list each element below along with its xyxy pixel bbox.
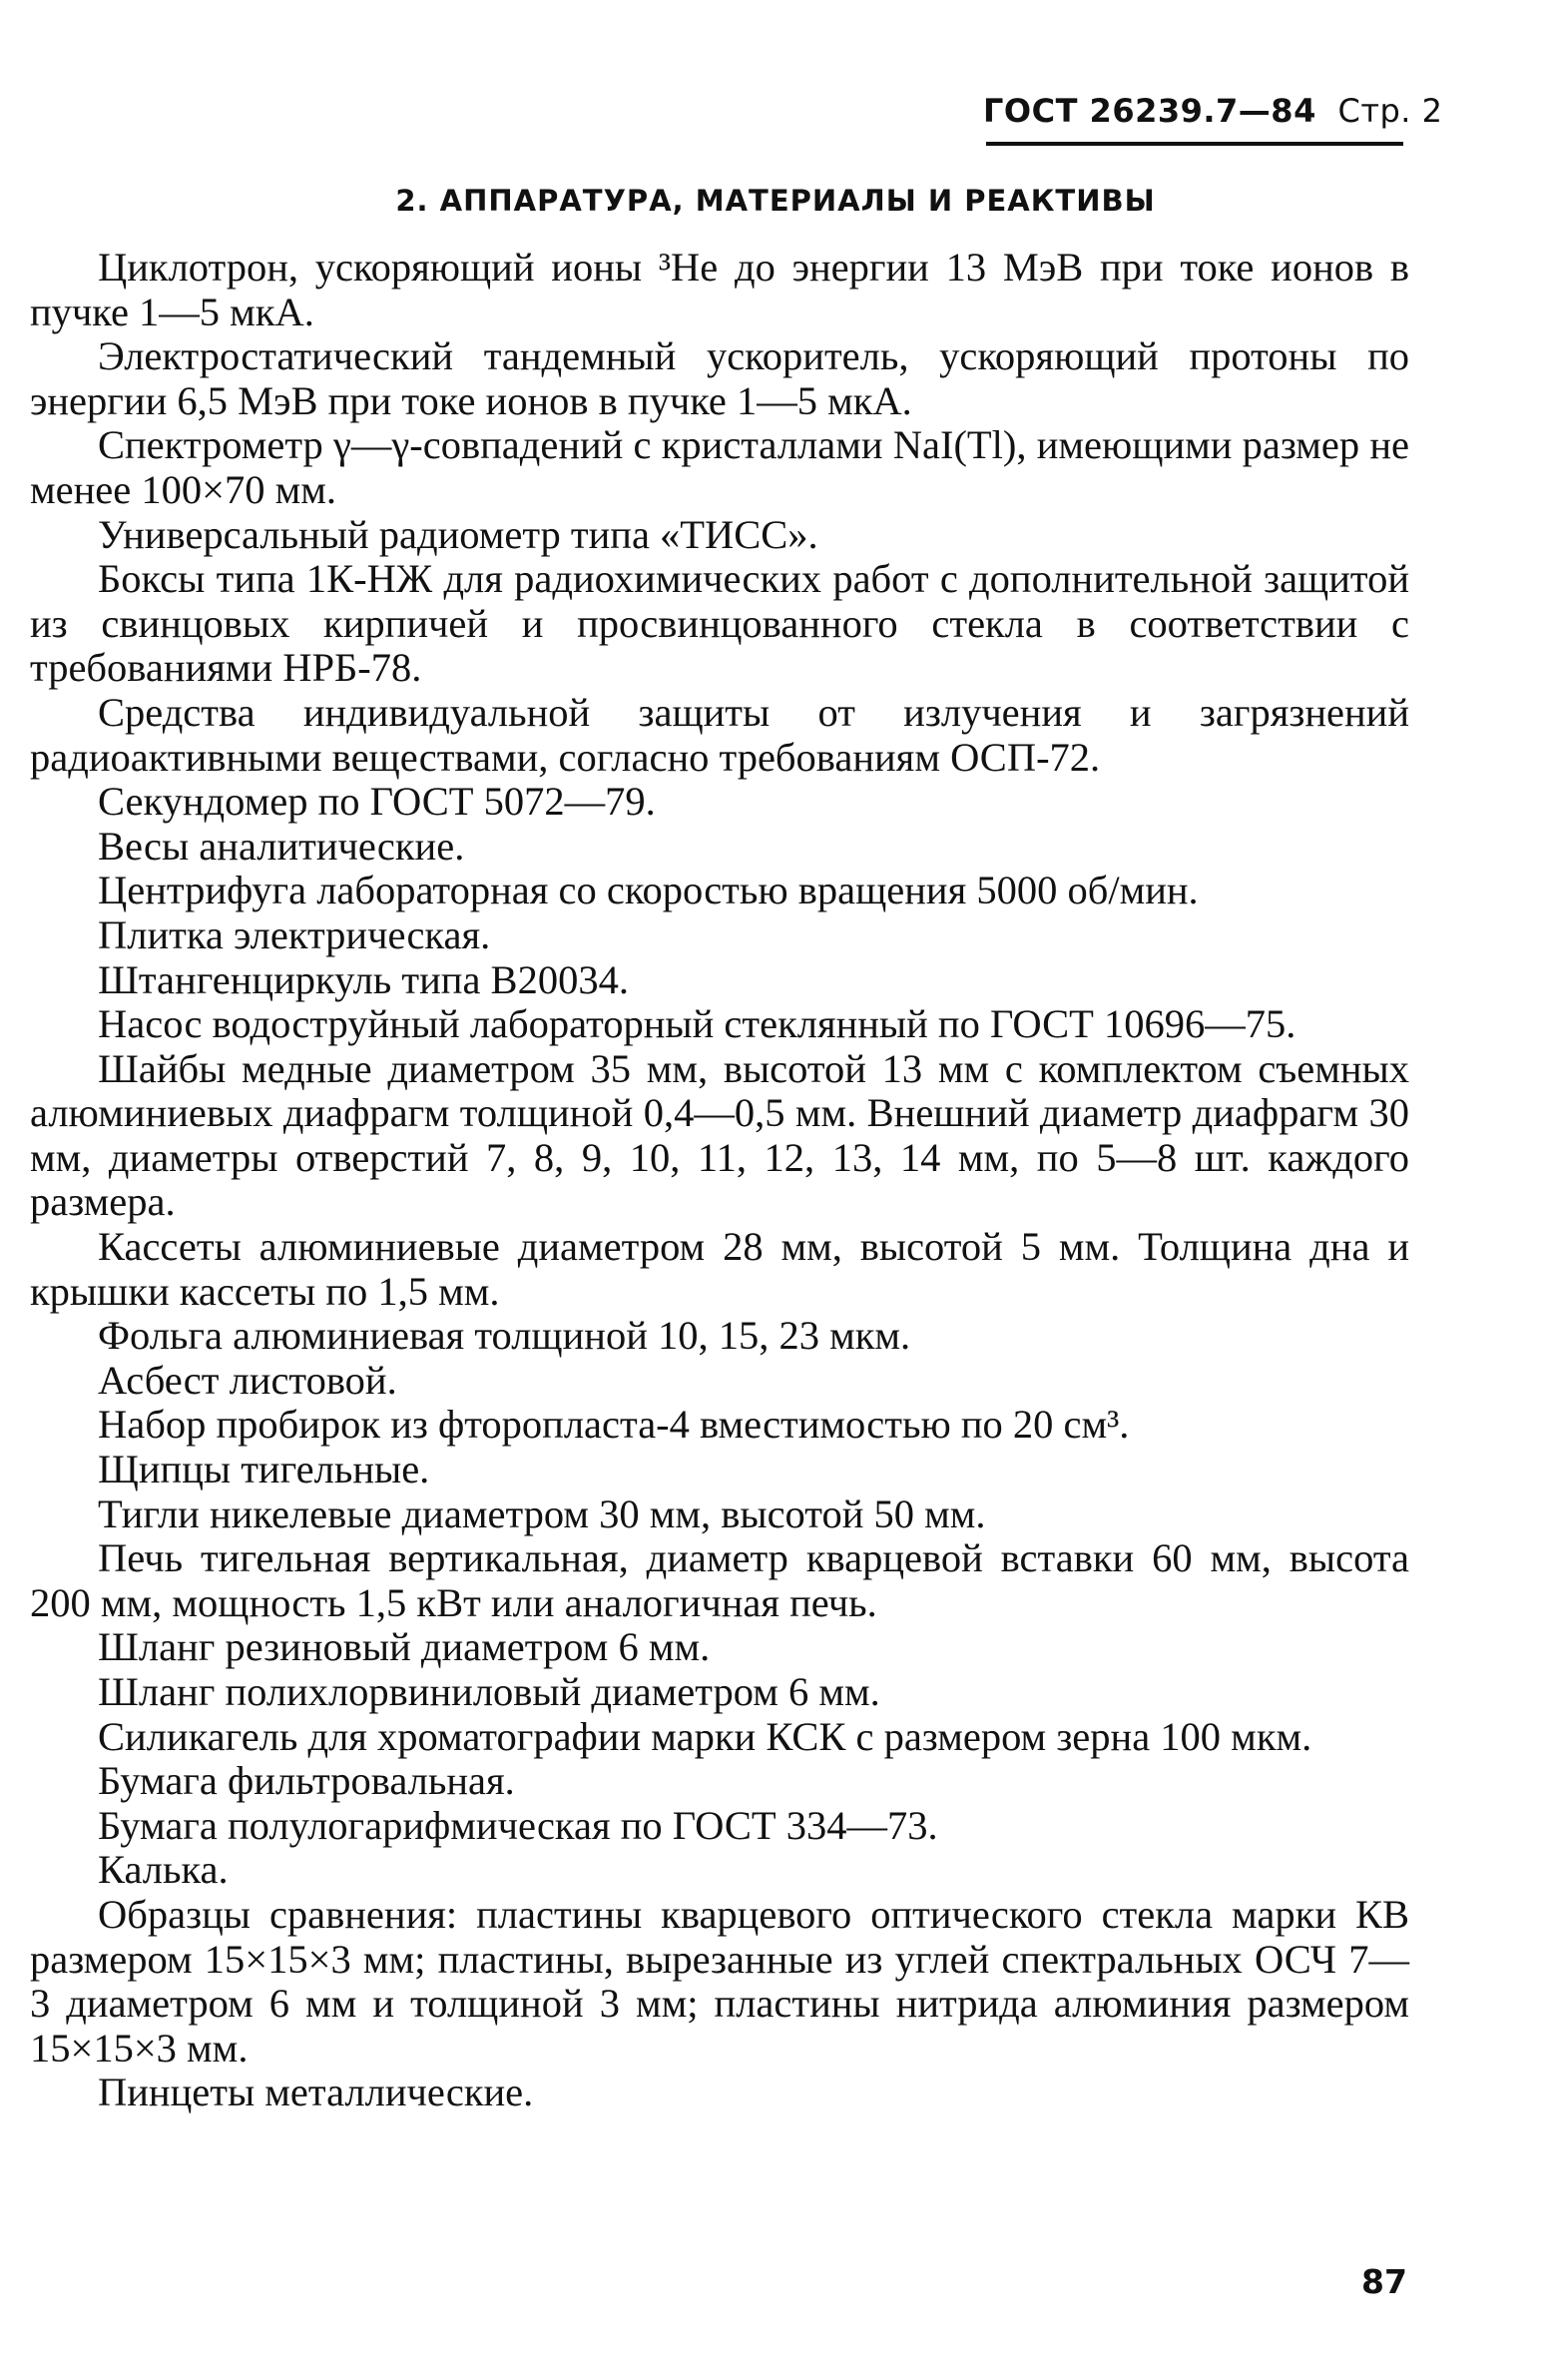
- paragraph: Центрифуга лабораторная со скоростью вращения 5000 об/мин.: [98, 868, 1199, 913]
- paragraph: Средства индивидуальной защиты от излучения и загрязнений радиоактивными веществами, согласно требованиям ОСП-72.: [30, 689, 1409, 780]
- paragraph: Штангенциркуль типа В20034.: [98, 956, 629, 1002]
- page-label: Стр. 2: [1337, 92, 1443, 130]
- paragraph: Насос водоструйный лабораторный стеклянный по ГОСТ 10696—75.: [98, 1001, 1296, 1047]
- paragraph: Бумага фильтровальная.: [98, 1758, 515, 1804]
- header-rule: [986, 142, 1403, 146]
- paragraph: Электростатический тандемный ускоритель, ускоряющий протоны по энергии 6,5 МэВ при токе ионов в пучке 1—5 мкА.: [30, 333, 1409, 423]
- paragraph: Секундомер по ГОСТ 5072—79.: [98, 779, 656, 825]
- paragraph: Универсальный радиометр типа «ТИСС».: [98, 511, 818, 557]
- paragraph: Пинцеты металлические.: [98, 2070, 534, 2115]
- paragraph: Силикагель для хроматографии марки КСК с размером зерна 100 мкм.: [98, 1713, 1312, 1759]
- paragraph: Кассеты алюминиевые диаметром 28 мм, высотой 5 мм. Толщина дна и крышки кассеты по 1,5 мм.: [30, 1224, 1409, 1314]
- section-title: 2. АППАРАТУРА, МАТЕРИАЛЫ И РЕАКТИВЫ: [395, 184, 1156, 218]
- standard-number: ГОСТ 26239.7—84: [983, 92, 1316, 130]
- paragraph: Боксы типа 1К-НЖ для радиохимических работ с дополнительной защитой из свинцовых кирпичей и просвинцованного стекла в соответствии с требованиями НРБ-78.: [30, 556, 1409, 691]
- paragraph: Шланг резиновый диаметром 6 мм.: [98, 1624, 711, 1670]
- paragraph: Бумага полулогарифмическая по ГОСТ 334—73.: [98, 1802, 938, 1848]
- paragraph: Калька.: [98, 1847, 229, 1893]
- paragraph: Тигли никелевые диаметром 30 мм, высотой 50 мм.: [98, 1490, 986, 1536]
- paragraph: Набор пробирок из фторопласта-4 вместимостью по 20 см³.: [98, 1402, 1130, 1448]
- paragraph: Печь тигельная вертикальная, диаметр кварцевой вставки 60 мм, высота 200 мм, мощность 1,5 кВт или аналогичная печь.: [30, 1535, 1409, 1625]
- paragraph: Шланг полихлорвиниловый диаметром 6 мм.: [98, 1669, 880, 1714]
- page-header: [983, 92, 1443, 130]
- paragraph: Плитка электрическая.: [98, 911, 491, 957]
- paragraph: Асбест листовой.: [98, 1357, 397, 1403]
- paragraph: Щипцы тигельные.: [98, 1447, 430, 1492]
- paragraph: Весы аналитические.: [98, 823, 465, 869]
- paragraph: Шайбы медные диаметром 35 мм, высотой 13 мм с комплектом съемных алюминиевых диафрагм толщиной 0,4—0,5 мм. Внешний диаметр диафрагм 30 мм, диаметры отверстий 7, 8, 9, 10, 11, 12, 13, 14 мм, по 5—8 шт. каждого размера.: [30, 1045, 1409, 1225]
- document-body: [30, 246, 1409, 2115]
- page-number: 87: [1361, 2262, 1407, 2301]
- paragraph: Спектрометр γ—γ-совпадений с кристаллами NaI(Tl), имеющими размер не менее 100×70 мм.: [30, 422, 1409, 512]
- paragraph: Циклотрон, ускоряющий ионы ³Не до энергии 13 МэВ при токе ионов в пучке 1—5 мкА.: [30, 245, 1409, 334]
- paragraph: Фольга алюминиевая толщиной 10, 15, 23 мкм.: [98, 1313, 911, 1359]
- paragraph: Образцы сравнения: пластины кварцевого оптического стекла марки КВ размером 15×15×3 мм; пластины, вырезанные из углей спектральных ОСЧ 7—3 диаметром 6 мм и толщиной 3 мм; пластины нитрида алюминия размером 15×15×3 мм.: [30, 1891, 1409, 2071]
